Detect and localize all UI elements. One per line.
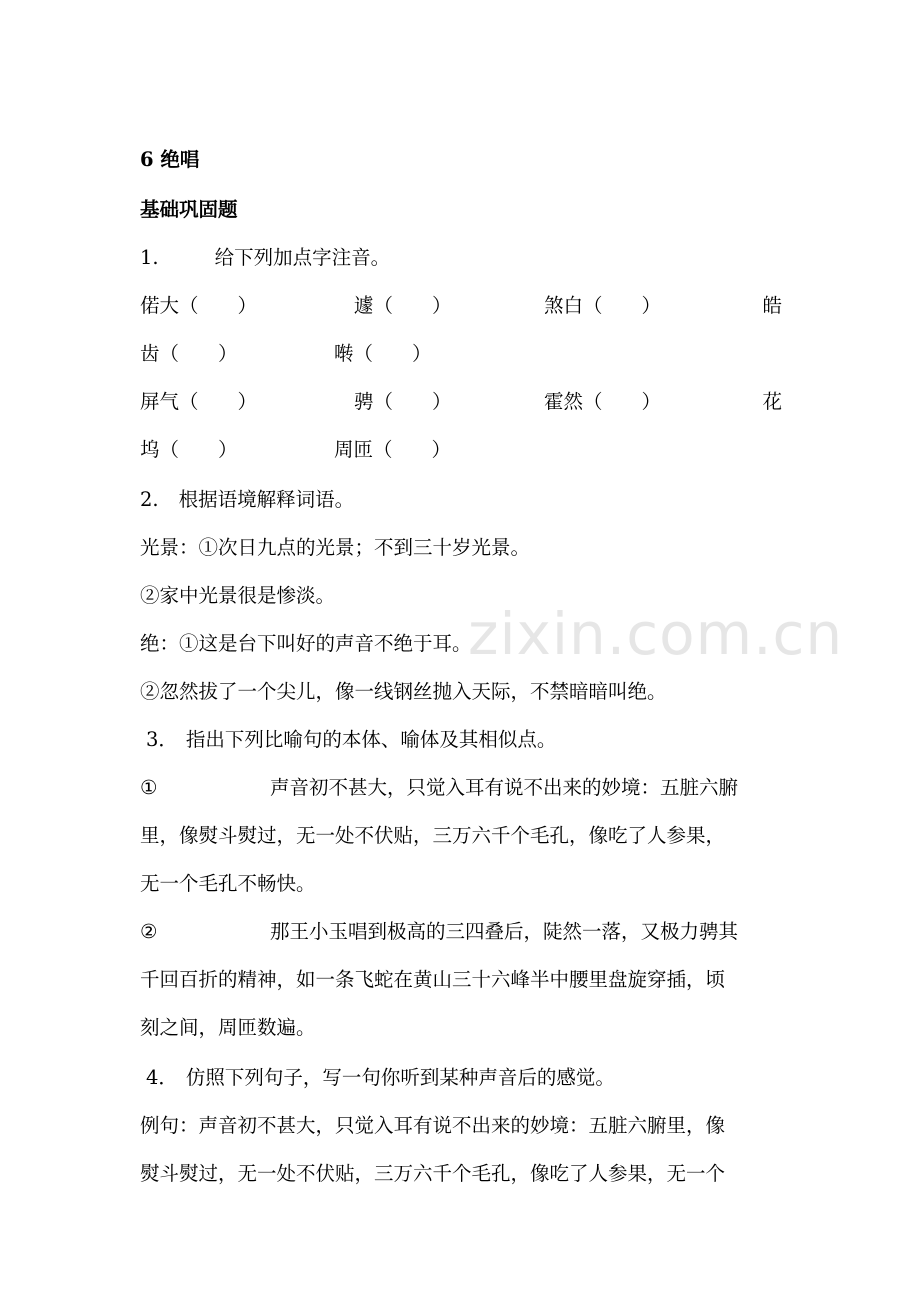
question-2-line: 光景：①次日九点的光景；不到三十岁光景。 — [140, 536, 531, 559]
pinyin-item: 偌大（ ） — [140, 294, 258, 317]
simile-1-line: 无一个毛孔不畅快。 — [140, 872, 316, 895]
pinyin-item: 屏气（ ） — [140, 390, 258, 413]
pinyin-item: 遽（ ） — [354, 294, 452, 317]
question-2-text: 根据语境解释词语。 — [178, 488, 355, 511]
pinyin-item: 骋（ ） — [354, 390, 452, 413]
question-2-line: ②忽然拔了一个尖儿，像一线钢丝抛入天际，不禁暗暗叫绝。 — [140, 680, 667, 703]
simile-2-first-line — [140, 918, 782, 946]
section-heading: 基础巩固题 — [140, 198, 238, 221]
question-4-text: 仿照下列句子，写一句你听到某种声音后的感觉。 — [185, 1066, 615, 1089]
simile-2-text: 那王小玉唱到极高的三四叠后，陡然一落，又极力骋其 — [270, 920, 739, 943]
pinyin-item: 坞（ ） — [140, 438, 238, 461]
pinyin-item: 煞白（ ） — [544, 294, 662, 317]
pinyin-item: 啭（ ） — [334, 342, 432, 365]
question-3 — [146, 726, 788, 754]
question-2 — [140, 486, 782, 514]
pinyin-item: 皓 — [762, 294, 782, 317]
example-sentence-line: 熨斗熨过，无一处不伏贴，三万六千个毛孔，像吃了人参果，无一个 — [140, 1162, 726, 1185]
simile-1-first-line — [140, 774, 782, 802]
simile-2-line: 千回百折的精神，如一条飞蛇在黄山三十六峰半中腰里盘旋穿插，顷 — [140, 968, 726, 991]
question-2-line: 绝：①这是台下叫好的声音不绝于耳。 — [140, 632, 472, 655]
question-2-number: 2. — [140, 488, 159, 511]
simile-2-marker: ② — [140, 920, 158, 943]
question-1-number: 1. — [140, 246, 159, 269]
simile-1-marker: ① — [140, 776, 158, 799]
pinyin-item: 周匝（ ） — [334, 438, 452, 461]
pinyin-item: 花 — [762, 390, 782, 413]
question-3-text: 指出下列比喻句的本体、喻体及其相似点。 — [185, 728, 557, 751]
question-1-text: 给下列加点字注音。 — [214, 246, 391, 269]
pinyin-item: 霍然（ ） — [544, 390, 662, 413]
simile-2-line: 刻之间，周匝数遍。 — [140, 1016, 316, 1039]
question-4-number: 4． — [146, 1066, 178, 1089]
question-4 — [146, 1064, 788, 1092]
watermark: zixin.com.cn — [468, 600, 844, 668]
example-sentence-line: 例句：声音初不甚大，只觉入耳有说不出来的妙境：五脏六腑里，像 — [140, 1114, 726, 1137]
question-3-number: 3． — [146, 728, 178, 751]
simile-1-text: 声音初不甚大，只觉入耳有说不出来的妙境：五脏六腑 — [270, 776, 739, 799]
pinyin-item: 齿（ ） — [140, 342, 238, 365]
question-1 — [140, 244, 782, 272]
lesson-title: 6 绝唱 — [140, 148, 200, 171]
question-2-line: ②家中光景很是惨淡。 — [140, 584, 336, 607]
simile-1-line: 里，像熨斗熨过，无一处不伏贴，三万六千个毛孔，像吃了人参果， — [140, 824, 726, 847]
